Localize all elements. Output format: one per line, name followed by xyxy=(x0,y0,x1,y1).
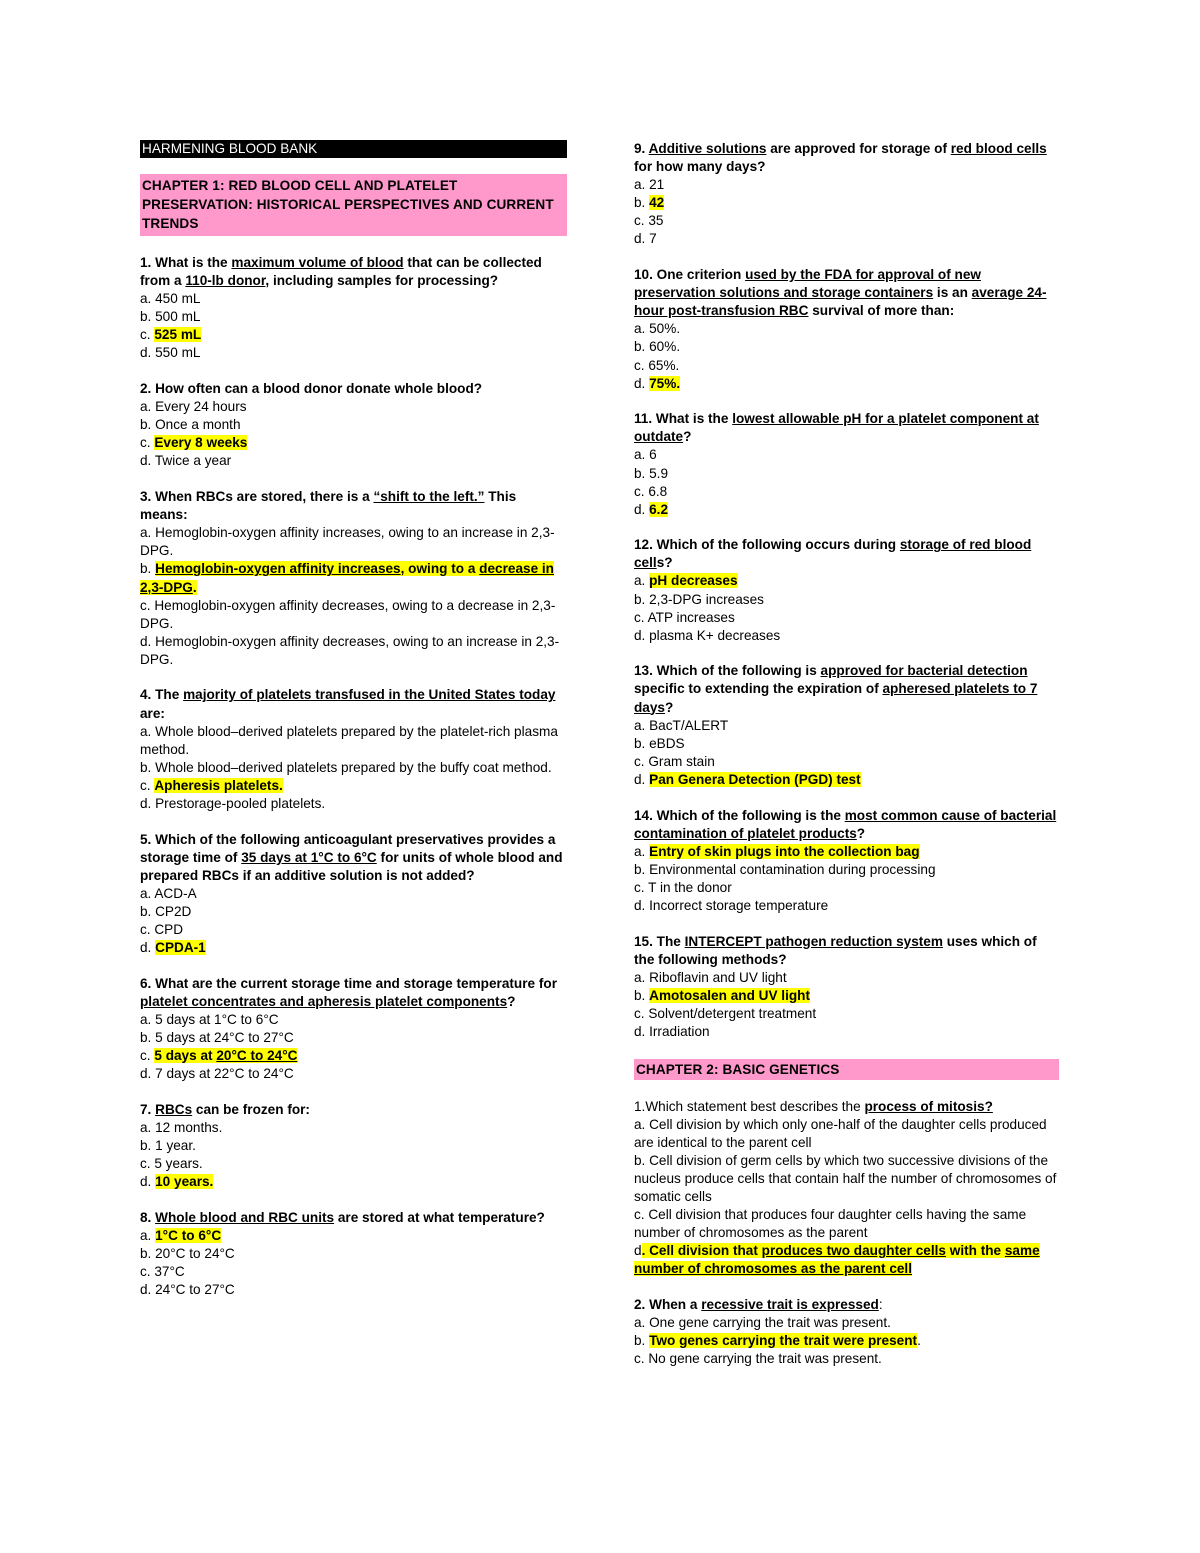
question-3 xyxy=(140,488,567,669)
option-b: b. 1 year. xyxy=(140,1138,196,1154)
option-b: b. Hemoglobin-oxygen affinity increases, owing to a decrease in 2,3-DPG. xyxy=(140,561,554,595)
option-d: d. Incorrect storage temperature xyxy=(634,897,829,913)
option-d: d. Twice a year xyxy=(140,453,232,469)
option-a: a. Whole blood–derived platelets prepared by the platelet-rich plasma method. xyxy=(140,723,558,757)
option-c: c. Hemoglobin-oxygen affinity decreases, owing to a decrease in 2,3-DPG. xyxy=(140,597,556,631)
option-d: d. 6.2 xyxy=(634,501,669,517)
question-stem: 1. What is the maximum volume of blood that can be collected from a 110-lb donor, including samples for processing? xyxy=(140,255,542,289)
option-a: a. One gene carrying the trait was present. xyxy=(634,1315,891,1331)
option-a: a. 50%. xyxy=(634,321,681,337)
option-a: a. Cell division by which only one-half of the daughter cells produced are identical to the parent cell xyxy=(634,1116,1047,1150)
option-d: d. 75%. xyxy=(634,375,681,391)
option-a: a. 12 months. xyxy=(140,1119,223,1135)
option-d: d. Irradiation xyxy=(634,1024,710,1040)
option-a: a. Riboflavin and UV light xyxy=(634,969,787,985)
genetics-question-2 xyxy=(634,1296,1059,1368)
option-a: a. ACD-A xyxy=(140,885,197,901)
question-stem: 4. The majority of platelets transfused in the United States today are: xyxy=(140,687,556,721)
question-9 xyxy=(634,140,1059,249)
question-stem: 11. What is the lowest allowable pH for a platelet component at outdate? xyxy=(634,411,1039,445)
option-c: c. Apheresis platelets. xyxy=(140,777,283,793)
option-b: b. Once a month xyxy=(140,417,241,433)
answer-highlight: 75%. xyxy=(649,375,681,391)
answer-highlight: 42 xyxy=(649,195,665,211)
option-a: a. Every 24 hours xyxy=(140,399,247,415)
answer-highlight: Entry of skin plugs into the collection bag xyxy=(649,843,920,859)
option-a: a. 21 xyxy=(634,177,665,193)
chapter-2-title: CHAPTER 2: BASIC GENETICS xyxy=(634,1059,1059,1080)
question-14 xyxy=(634,807,1059,916)
question-stem: 2. When a recessive trait is expressed: xyxy=(634,1297,883,1313)
answer-highlight: Two genes carrying the trait were present xyxy=(649,1333,918,1349)
option-b: b. 20°C to 24°C xyxy=(140,1246,235,1261)
option-d: d. Prestorage-pooled platelets. xyxy=(140,796,326,812)
option-b: b. eBDS xyxy=(634,735,685,751)
question-4 xyxy=(140,686,567,813)
option-a: a. BacT/ALERT xyxy=(634,717,729,733)
option-c: c. CPD xyxy=(140,922,184,938)
question-stem: 3. When RBCs are stored, there is a “shift to the left.” This means: xyxy=(140,489,517,523)
right-column xyxy=(634,140,1059,1386)
option-c: c. 65%. xyxy=(634,357,680,373)
option-c: c. 37°C xyxy=(140,1264,185,1280)
option-c: c. T in the donor xyxy=(634,879,732,895)
option-a: a. pH decreases xyxy=(634,573,738,589)
option-c: c. 6.8 xyxy=(634,483,668,499)
option-b: b. Two genes carrying the trait were present. xyxy=(634,1333,921,1349)
option-c: c. 5 days at 20°C to 24°C xyxy=(140,1048,298,1064)
option-c: c. Every 8 weeks xyxy=(140,435,248,451)
question-stem: 10. One criterion used by the FDA for approval of new preservation solutions and storage containers is an average 24-hour post-transfusion RBC survival of more than: xyxy=(634,267,1047,319)
question-12 xyxy=(634,536,1059,645)
question-13 xyxy=(634,662,1059,789)
option-c: c. 5 years. xyxy=(140,1156,203,1172)
option-d: d. 10 years. xyxy=(140,1174,214,1190)
option-a: a. Hemoglobin-oxygen affinity increases, owing to an increase in 2,3-DPG. xyxy=(140,525,555,559)
answer-highlight: Pan Genera Detection (PGD) test xyxy=(649,771,861,787)
question-10 xyxy=(634,266,1059,393)
option-b: b. Whole blood–derived platelets prepared by the buffy coat method. xyxy=(140,759,552,775)
option-b: b. 2,3-DPG increases xyxy=(634,591,764,607)
answer-highlight: 525 mL xyxy=(154,327,202,343)
option-a: a. 450 mL xyxy=(140,291,201,307)
genetics-question-1 xyxy=(634,1098,1059,1279)
option-b: b. Amotosalen and UV light xyxy=(634,987,810,1003)
answer-highlight: Every 8 weeks xyxy=(154,435,248,451)
question-stem: 12. Which of the following occurs during storage of red blood cells? xyxy=(634,537,1032,571)
question-stem: 7. RBCs can be frozen for: xyxy=(140,1101,310,1117)
option-b: b. 5.9 xyxy=(634,465,669,481)
question-8 xyxy=(140,1209,567,1299)
option-d: d. plasma K+ decreases xyxy=(634,627,781,643)
question-stem: 13. Which of the following is approved for bacterial detection specific to extending the expiration of apheresed platelets to 7 days? xyxy=(634,663,1038,715)
question-6 xyxy=(140,975,567,1084)
option-b: b. CP2D xyxy=(140,904,192,919)
option-c: c. No gene carrying the trait was present. xyxy=(634,1351,882,1367)
question-stem: 6. What are the current storage time and storage temperature for platelet concentrates and apheresis platelet components? xyxy=(140,975,557,1009)
answer-highlight: 5 days at xyxy=(154,1048,217,1064)
option-c: c. Gram stain xyxy=(634,753,715,769)
document-header: HARMENING BLOOD BANK xyxy=(140,140,567,158)
question-1 xyxy=(140,254,567,363)
question-2 xyxy=(140,380,567,470)
option-b: b. 42 xyxy=(634,195,665,211)
question-stem: 8. Whole blood and RBC units are stored at what temperature? xyxy=(140,1209,545,1225)
chapter-1-title: CHAPTER 1: RED BLOOD CELL AND PLATELET PRESERVATION: HISTORICAL PERSPECTIVES AND CURRENT TRENDS xyxy=(140,174,567,236)
option-b: b. Environmental contamination during processing xyxy=(634,861,936,877)
option-a: a. 5 days at 1°C to 6°C xyxy=(140,1011,279,1027)
answer-highlight: . Cell division that xyxy=(641,1243,762,1259)
answer-highlight: pH decreases xyxy=(649,573,738,589)
answer-highlight: CPDA-1 xyxy=(155,940,206,956)
option-c: c. 525 mL xyxy=(140,327,202,343)
option-d: d. 7 xyxy=(634,231,657,247)
answer-highlight: Hemoglobin-oxygen affinity increases xyxy=(155,561,401,577)
question-7 xyxy=(140,1101,567,1191)
answer-highlight: Amotosalen and UV light xyxy=(649,987,810,1003)
option-b: b. 500 mL xyxy=(140,309,201,325)
option-c: c. ATP increases xyxy=(634,609,735,625)
question-stem: 1.Which statement best describes the process of mitosis? xyxy=(634,1098,993,1114)
option-d: d. 7 days at 22°C to 24°C xyxy=(140,1066,294,1082)
question-stem: 9. Additive solutions are approved for storage of red blood cells for how many days? xyxy=(634,141,1047,175)
option-d: d. 550 mL xyxy=(140,345,201,361)
question-11 xyxy=(634,410,1059,519)
option-a: a. 1°C to 6°C xyxy=(140,1227,222,1243)
answer-highlight: 1°C to 6°C xyxy=(155,1227,222,1243)
option-d: d. 24°C to 27°C xyxy=(140,1282,235,1298)
option-d: d. CPDA-1 xyxy=(140,940,206,956)
question-stem: 2. How often can a blood donor donate whole blood? xyxy=(140,381,483,397)
question-15 xyxy=(634,933,1059,1042)
question-stem: 5. Which of the following anticoagulant preservatives provides a storage time of 35 days at 1°C to 6°C for units of whole blood and prepared RBCs if an additive solution is not added? xyxy=(140,831,563,883)
option-b: b. 5 days at 24°C to 27°C xyxy=(140,1030,294,1046)
answer-highlight: Apheresis platelets. xyxy=(154,777,283,793)
question-5 xyxy=(140,831,567,958)
answer-highlight: 6.2 xyxy=(649,501,669,517)
option-c: c. Solvent/detergent treatment xyxy=(634,1005,817,1021)
option-a: a. Entry of skin plugs into the collection bag xyxy=(634,843,920,859)
option-b: b. 60%. xyxy=(634,339,681,355)
answer-highlight: 10 years. xyxy=(155,1174,214,1190)
question-stem: 15. The INTERCEPT pathogen reduction system uses which of the following methods? xyxy=(634,933,1037,967)
option-b: b. Cell division of germ cells by which two successive divisions of the nucleus produce cells that contain half the number of chromosomes of somatic cells xyxy=(634,1152,1057,1205)
option-d: d. Cell division that produces two daughter cells with the same number of chromosomes as the parent cell xyxy=(634,1243,1040,1277)
option-d: d. Hemoglobin-oxygen affinity decreases, owing to an increase in 2,3-DPG. xyxy=(140,633,560,667)
left-column xyxy=(140,140,567,1317)
option-c: c. 35 xyxy=(634,213,664,229)
question-stem: 14. Which of the following is the most common cause of bacterial contamination of platelet products? xyxy=(634,807,1057,841)
option-a: a. 6 xyxy=(634,447,657,463)
option-d: d. Pan Genera Detection (PGD) test xyxy=(634,771,861,787)
option-c: c. Cell division that produces four daughter cells having the same number of chromosomes as the parent xyxy=(634,1207,1027,1241)
